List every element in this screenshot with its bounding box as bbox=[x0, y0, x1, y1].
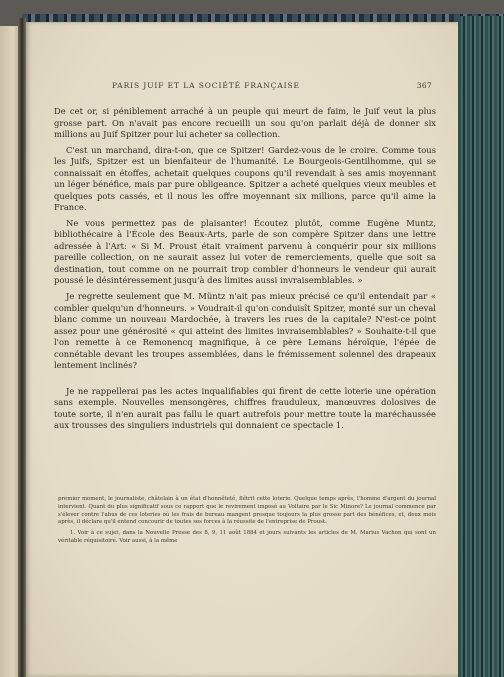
running-header bbox=[88, 81, 440, 95]
binding-side-edge bbox=[458, 16, 504, 677]
running-title: PARIS JUIF ET LA SOCIÉTÉ FRANÇAISE bbox=[112, 81, 300, 90]
main-text bbox=[54, 106, 436, 436]
paragraph: Je regrette seulement que M. Müntz n'ait pas mieux précisé ce qu'il entendait par « combler quelqu'un d'honneurs. » Voudrait-il qu'on conduisît Spitzer, monté sur un cheval blanc comme un nouveau Mardochée, à travers les rues de la capitale? N'est-ce point assez pour une générosité « qui atteint des limites invraisemblables? » Souhaite-t-il que l'on remette à ce Remonencq magnifique, à ce père Lemans héroïque, l'épée de connétable devant les troupes assemblées, dans le frémissement solennel des drapeaux lentement inclinés? bbox=[54, 291, 436, 371]
paragraph: De cet or, si péniblement arraché à un peuple qui meurt de faim, le Juif veut la plus grosse part. On n'avait pas encore recueilli un sou qu'on parlait déjà de donner six millions au Juif Spitzer pour lui acheter sa collection. bbox=[54, 106, 436, 139]
paragraph: Ne vous permettez pas de plaisanter! Écoutez plutôt, comme Eugène Muntz, bibliothécaire à l'École des Beaux-Arts, parle de son compère Spitzer dans une lettre adressée à l'Art: « Si M. Proust était vraiment parvenu à conquérir pour six millions pareille collection, on ne saurait assez lui voter de remerciements, quelle que soit sa destination, tout comme on ne pourrait trop combler d'honneurs le vendeur qui aurait poussé le désintéressement jusqu'à des limites aussi invraisemblables. » bbox=[54, 217, 436, 286]
footnote-continuation: premier moment, le journaliste, châtelain à un état d'honnêteté, flétrit cette loterie. Quelque temps après, l'homme d'argent du journal intervient. Quant du plus significatif sous ce rapport que le revirement imposé au Voltaire par le Sic Minore? Le journal commence par s'élever contre l'abus de ces loteries où les frais de bureau mangent presque toujours la plus grosse part des bénéfices, et, deux mois après, il déclare qu'il entend concourir de toutes ses forces à la réussite de l'entreprise de Proust. bbox=[58, 496, 436, 526]
paragraph: Je ne rappellerai pas les actes inqualifiables qui firent de cette loterie une opération sans exemple. Nouvelles mensongères, chiffres frauduleux, manœuvres dolosives de toute sorte, il n'en aurait pas fallu le quart autrefois pour mettre toute la maréchaussée aux trousses des singuliers industriels qui donnaient ce spectacle 1. bbox=[54, 385, 436, 431]
book-gutter bbox=[18, 18, 26, 677]
footnotes bbox=[58, 496, 436, 548]
paragraph: C'est un marchand, dira-t-on, que ce Spitzer! Gardez-vous de le croire. Comme tous les Juifs, Spitzer est un bienfaiteur de l'humanité. Le Bourgeois-Gentilhomme, qui se connaissait en étoffes, achetait quelques coupons qu'il revendait à ses amis moyennant un léger bénéfice, mais par pure obligeance. Spitzer a acheté quelques vieux meubles et quelques pots cassés, et il nous les offre moyennant six millions, parce qu'il aime la France. bbox=[54, 144, 436, 213]
page-number: 367 bbox=[416, 81, 432, 90]
footnote: 1. Voir à ce sujet, dans la Nouvelle Presse des 8, 9, 11 août 1884 et jours suivants les articles de M. Marius Vachon qui sont un véritable réquisitoire. Voir aussi, à la même bbox=[58, 530, 436, 544]
